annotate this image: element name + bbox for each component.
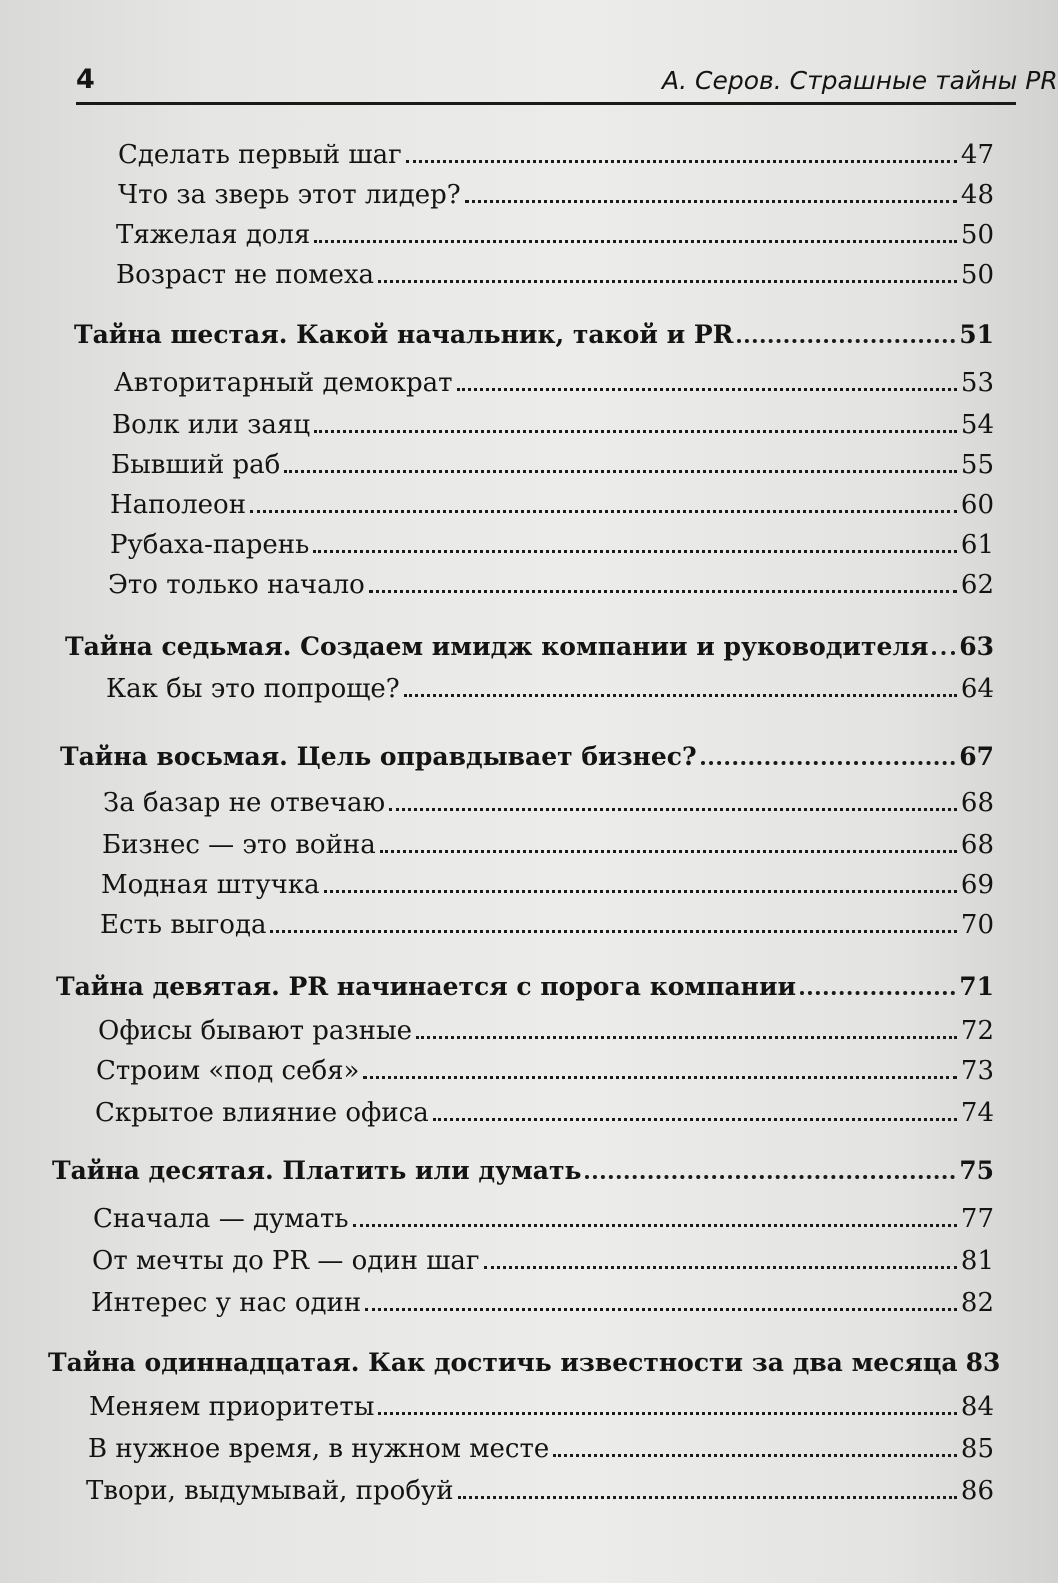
toc-chapter-line [60,742,994,771]
page-number: 4 [76,64,95,95]
toc-page-number: 55 [960,450,994,480]
toc-title: Рубаха-парень [110,530,310,560]
toc-leader-dots [284,468,957,473]
toc-entry-line [96,1056,994,1086]
toc-title: Что за зверь этот лидер? [118,180,461,210]
toc-leader-dots [701,759,956,765]
toc-entry-line [111,450,994,480]
toc-page-number: 54 [960,410,994,440]
toc-entry-line [110,530,994,560]
toc-page-number: 85 [960,1434,994,1464]
toc-leader-dots [380,848,957,853]
toc-leader-dots [737,337,955,343]
toc-chapter-line [74,320,994,349]
toc-leader-dots [389,806,957,811]
toc-page-number: 84 [960,1392,994,1422]
toc-title: Тайна седьмая. Создаем имидж компании и руководителя [65,632,929,661]
toc-title: Тайна восьмая. Цель оправдывает бизнес? [60,742,697,771]
toc-title: Как бы это попроще? [106,674,400,704]
toc-title: Сначала — думать [93,1204,349,1234]
toc-leader-dots [378,1410,957,1415]
running-title: А. Серов. Страшные тайны PR [662,66,1058,95]
toc-title: Офисы бывают разные [98,1016,413,1046]
toc-title: За базар не отвечаю [103,788,386,818]
toc-page-number: 60 [960,490,994,520]
toc-leader-dots [378,278,957,283]
toc-title: Бывший раб [111,450,281,480]
toc-entry-line [102,830,994,860]
toc-page-number: 73 [960,1056,994,1086]
toc-page-number: 50 [960,260,994,290]
toc-entry-line [88,1434,994,1464]
toc-leader-dots [353,1222,957,1227]
toc-entry-line [101,870,994,900]
toc-page-number: 82 [960,1288,994,1318]
toc-leader-dots [484,1264,957,1269]
toc-page-number: 48 [960,180,994,210]
toc-entry-line [93,1204,994,1234]
toc-page-number: 67 [959,742,994,771]
toc-entry-line [118,140,994,170]
toc-entry-line [114,368,994,398]
toc-leader-dots [324,888,957,893]
toc-title: Меняем приоритеты [89,1392,375,1422]
toc-page-number: 72 [960,1016,994,1046]
toc-page-number: 74 [960,1098,994,1128]
toc-page-number: 70 [960,910,994,940]
toc-title: От мечты до PR — один шаг [92,1246,480,1276]
toc-page-number: 50 [960,220,994,250]
toc-title: Тайна одиннадцатая. Как достичь известности за два месяца [48,1348,958,1377]
toc-entry-line [89,1392,994,1422]
toc-title: Интерес у нас один [91,1288,362,1318]
toc-entry-line [118,180,994,210]
toc-entry-line [112,410,994,440]
toc-title: Есть выгода [100,910,267,940]
toc-page-number: 68 [960,788,994,818]
toc-entry-line [116,260,994,290]
toc-page-number: 53 [960,368,994,398]
toc-entry-line [110,490,994,520]
toc-chapter-line [65,632,994,661]
toc-entry-line [106,674,994,704]
toc-leader-dots [553,1452,957,1457]
page-header [76,62,1058,105]
toc-leader-dots [433,1116,957,1121]
toc-page-number: 62 [960,570,994,600]
toc-title: Сделать первый шаг [118,140,402,170]
toc-page-number: 61 [960,530,994,560]
toc-title: Модная штучка [101,870,320,900]
toc-entry-line [116,220,994,250]
toc-entry-line [108,570,994,600]
toc-title: Волк или заяц [112,410,311,440]
toc-entry-line [86,1476,994,1506]
toc-page-number: 51 [959,320,994,349]
toc-page-number: 71 [959,972,994,1001]
toc-title: Тяжелая доля [116,220,311,250]
toc-title: Тайна девятая. PR начинается с порога компании [56,972,797,1001]
toc-leader-dots [363,1074,956,1079]
toc-leader-dots [465,198,957,203]
toc-leader-dots [458,1494,957,1499]
toc-page-number: 77 [960,1204,994,1234]
toc-leader-dots [406,158,957,163]
toc-leader-dots [250,508,957,513]
toc-page-number: 86 [960,1476,994,1506]
toc-page-number: 81 [960,1246,994,1276]
toc-chapter-line [48,1348,1001,1377]
toc-leader-dots [416,1034,957,1039]
toc-entry-line [100,910,994,940]
toc-page-number: 83 [965,1348,1001,1377]
toc-page-number: 64 [960,674,994,704]
toc-page-number: 47 [960,140,994,170]
toc-title: Возраст не помеха [116,260,375,290]
toc-title: Тайна десятая. Платить или думать [52,1156,582,1185]
toc-title: Скрытое влияние офиса [95,1098,429,1128]
toc-leader-dots [369,588,957,593]
toc-title: Наполеон [110,490,247,520]
toc-title: Твори, выдумывай, пробуй [86,1476,454,1506]
toc-title: Тайна шестая. Какой начальник, такой и PR [74,320,734,349]
toc-leader-dots [313,548,957,553]
toc-chapter-line [52,1156,994,1185]
toc-entry-line [92,1246,994,1276]
toc-leader-dots [800,989,955,995]
toc-page-number: 63 [959,632,994,661]
toc-title: Бизнес — это война [102,830,376,860]
toc-leader-dots [314,238,957,243]
toc-chapter-line [56,972,994,1001]
toc-entry-line [91,1288,994,1318]
toc-title: Авторитарный демократ [114,368,453,398]
toc-leader-dots [365,1306,957,1311]
toc-title: Строим «под себя» [96,1056,360,1086]
toc-page-number: 69 [960,870,994,900]
toc-leader-dots [404,692,957,697]
toc-leader-dots [270,928,956,933]
toc-entry-line [103,788,994,818]
toc-leader-dots [314,428,957,433]
toc-entry-line [98,1016,994,1046]
toc-leader-dots [585,1173,955,1179]
toc-leader-dots [932,649,955,655]
toc-title: В нужное время, в нужном месте [88,1434,550,1464]
toc-page-number: 75 [959,1156,994,1185]
toc-title: Это только начало [108,570,365,600]
toc-page-number: 68 [960,830,994,860]
toc-leader-dots [457,386,957,391]
toc-entry-line [95,1098,994,1128]
